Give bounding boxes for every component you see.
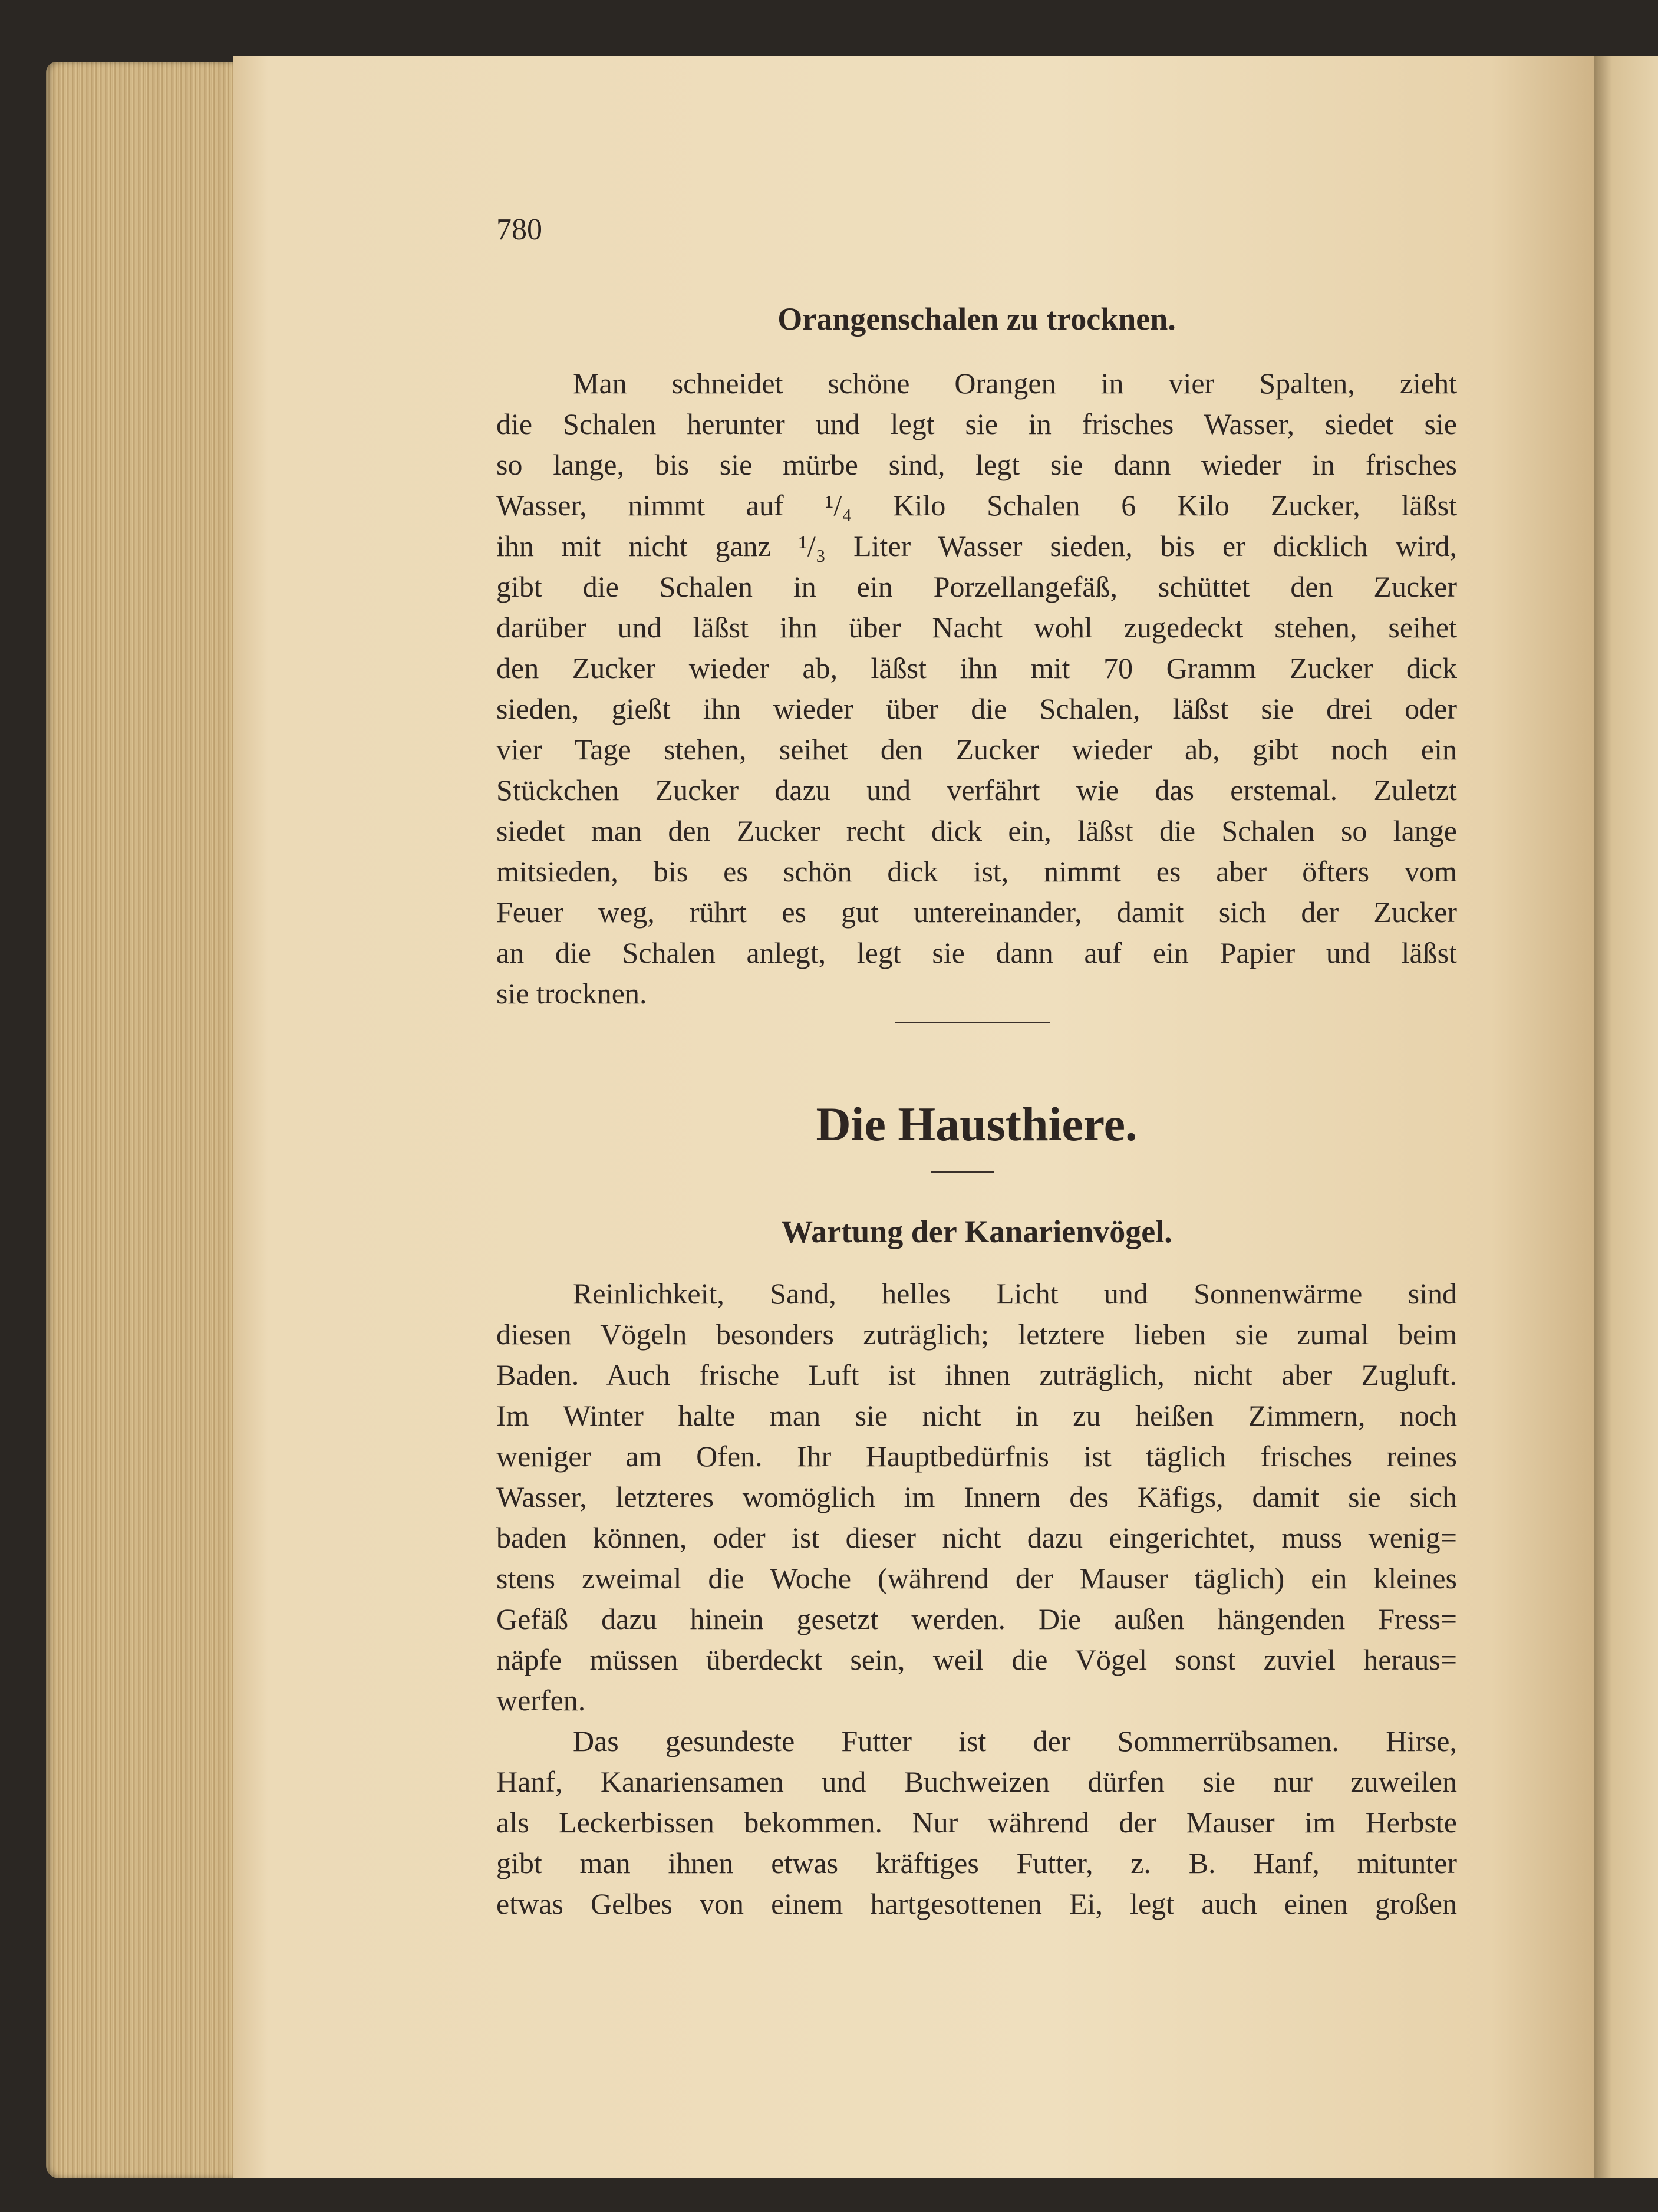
text-line: vier Tage stehen, seihet den Zucker wieder ab, gibt noch ein [496, 733, 1457, 766]
chapter-title: Die Hausthiere. [816, 1097, 1138, 1151]
text-line: Wasser, letzteres womöglich im Innern des Käfigs, damit sie sich [496, 1480, 1457, 1513]
next-page-edge [1594, 56, 1658, 2178]
title-underline [931, 1171, 994, 1173]
text-line: darüber und läßst ihn über Nacht wohl zugedeckt stehen, seihet [496, 611, 1457, 644]
text-line: gibt die Schalen in ein Porzellangefäß, schüttet den Zucker [496, 570, 1457, 603]
text-line: werfen. [496, 1684, 586, 1717]
text-line: Reinlichkeit, Sand, helles Licht und Sonnenwärme sind [573, 1277, 1457, 1310]
page-number: 780 [496, 213, 542, 246]
text-line: Hanf, Kanariensamen und Buchweizen dürfen sie nur zuweilen [496, 1765, 1457, 1798]
book-page-edges [46, 62, 235, 2178]
text-line: ihn mit nicht ganz ¹/₃ Liter Wasser sieden, bis er dicklich wird, [496, 529, 1457, 562]
text-line: Feuer weg, rührt es gut untereinander, damit sich der Zucker [496, 896, 1457, 929]
section-body-kanarienvoegel [496, 1273, 1457, 1924]
text-line: etwas Gelbes von einem hartgesottenen Ei, legt auch einen großen [496, 1887, 1457, 1920]
text-line: den Zucker wieder ab, läßst ihn mit 70 Gramm Zucker dick [496, 651, 1457, 684]
text-line: Baden. Auch frische Luft ist ihnen zuträglich, nicht aber Zugluft. [496, 1358, 1457, 1391]
text-line: mitsieden, bis es schön dick ist, nimmt es aber öfters vom [496, 855, 1457, 888]
text-line: Gefäß dazu hinein gesetzt werden. Die außen hängenden Fress= [496, 1602, 1457, 1635]
text-line: Stückchen Zucker dazu und verfährt wie das erstemal. Zuletzt [496, 773, 1457, 807]
text-line: gibt man ihnen etwas kräftiges Futter, z. B. Hanf, mitunter [496, 1846, 1457, 1879]
text-line: so lange, bis sie mürbe sind, legt sie dann wieder in frisches [496, 448, 1457, 481]
text-line: weniger am Ofen. Ihr Hauptbedürfnis ist täglich frisches reines [496, 1440, 1457, 1473]
text-line: stens zweimal die Woche (während der Mauser täglich) ein kleines [496, 1562, 1457, 1595]
text-line: sieden, gießt ihn wieder über die Schalen, läßst sie drei oder [496, 692, 1457, 725]
section-heading-orangenschalen: Orangenschalen zu trocknen. [777, 301, 1176, 337]
text-line: an die Schalen anlegt, legt sie dann auf ein Papier und läßst [496, 936, 1457, 969]
section-divider [895, 1022, 1050, 1023]
text-line: Im Winter halte man sie nicht in zu heißen Zimmern, noch [496, 1399, 1457, 1432]
text-line: Man schneidet schöne Orangen in vier Spalten, zieht [573, 367, 1457, 400]
section-heading-kanarienvoegel: Wartung der Kanarienvögel. [781, 1214, 1172, 1249]
section-body-orangenschalen [496, 363, 1457, 1014]
text-line: baden können, oder ist dieser nicht dazu eingerichtet, muss wenig= [496, 1521, 1457, 1554]
text-line: Das gesundeste Futter ist der Sommerrübsamen. Hirse, [573, 1724, 1457, 1757]
text-line: die Schalen herunter und legt sie in frisches Wasser, siedet sie [496, 407, 1457, 440]
text-line: diesen Vögeln besonders zuträglich; letztere lieben sie zumal beim [496, 1318, 1457, 1351]
text-line: Wasser, nimmt auf ¹/₄ Kilo Schalen 6 Kilo Zucker, läßst [496, 489, 1457, 522]
text-line: siedet man den Zucker recht dick ein, läßst die Schalen so lange [496, 814, 1457, 847]
text-line: näpfe müssen überdeckt sein, weil die Vögel sonst zuviel heraus= [496, 1643, 1457, 1676]
text-line: als Leckerbissen bekommen. Nur während der Mauser im Herbste [496, 1806, 1457, 1839]
text-line: sie trocknen. [496, 977, 647, 1010]
